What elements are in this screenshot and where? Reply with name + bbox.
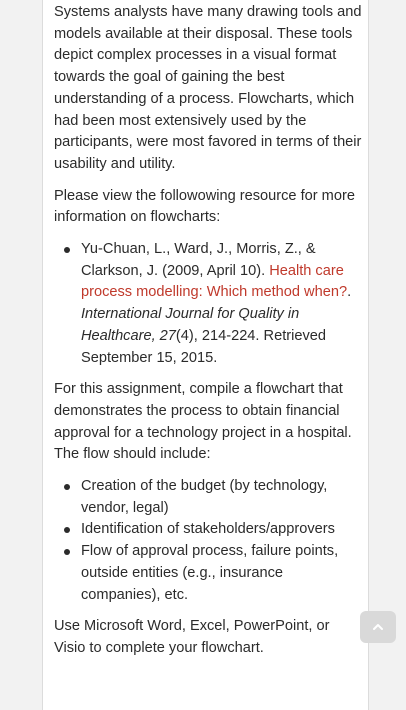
- closing-paragraph: Use Microsoft Word, Excel, PowerPoint, or Visio to complete your flowchart.: [54, 618, 330, 656]
- resource-lead: Please view the followowing resource for more information on flowcharts:: [54, 187, 355, 226]
- citation-after-link: .: [347, 284, 352, 301]
- citation-journal: International Journal for Quality in Healthcare, 27: [81, 306, 300, 344]
- chevron-up-icon: [371, 620, 385, 634]
- citation-link[interactable]: Health care process modelling: Which method when?: [81, 262, 348, 301]
- list-item: Flow of approval process, failure points, outside entities (e.g., insurance companies), etc.: [81, 541, 364, 606]
- citation-item: [81, 239, 364, 369]
- intro-paragraph: Systems analysts have many drawing tools and models available at their disposal. These tools depict complex processes in a visual format towards the goal of gaining the best understanding of a process. Flowcharts, which had been most extensively used by the participants, were most favored in terms of their usability and utility.: [54, 4, 362, 172]
- list-item: Creation of the budget (by technology, vendor, legal): [81, 476, 364, 519]
- question-card: [42, 0, 369, 710]
- question-content: [54, 2, 364, 670]
- scroll-to-top-button[interactable]: [360, 611, 396, 643]
- citation-authors: Yu-Chuan, L., Ward, J., Morris, Z., & Clarkson, J. (2009, April 10).: [81, 241, 316, 279]
- list-item: Identification of stakeholders/approvers: [81, 519, 364, 541]
- assignment-lead: For this assignment, compile a flowchart that demonstrates the process to obtain financial approval for a technology project in a hospital. The flow should include:: [54, 381, 352, 463]
- assignment-list: [54, 476, 364, 606]
- citation-issue: (4), 214-224. Retrieved September 15, 2015.: [81, 327, 326, 366]
- resource-list: [54, 239, 364, 369]
